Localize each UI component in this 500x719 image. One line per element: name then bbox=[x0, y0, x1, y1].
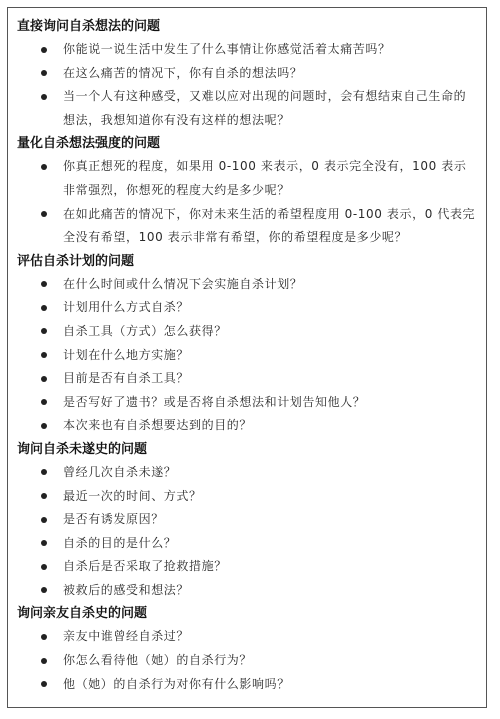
question-text: 亲友中谁曾经自杀过？ bbox=[63, 629, 190, 644]
bullet-icon bbox=[41, 681, 47, 687]
question-text: 本次来也有自杀想要达到的目的？ bbox=[63, 418, 253, 433]
question-list bbox=[17, 38, 480, 132]
bullet-icon bbox=[41, 211, 47, 217]
section-title: 询问亲友自杀史的问题 bbox=[17, 606, 148, 622]
question-text: 在如此痛苦的情况下，你对未来生活的希望程度用 0-100 表示，0 代表完全没有希望，100 表示非常有希望，你的希望程度是多少呢？ bbox=[63, 206, 476, 245]
question-text: 你能说一说生活中发生了什么事情让你感觉活着太痛苦吗？ bbox=[63, 42, 391, 56]
section-direct-inquiry bbox=[17, 15, 480, 132]
list-item bbox=[17, 414, 480, 438]
bullet-icon bbox=[41, 517, 47, 523]
question-text: 被救后的感受和想法？ bbox=[63, 582, 190, 597]
bullet-icon bbox=[41, 328, 47, 334]
question-text: 你真正想死的程度，如果用 0-100 来表示，0 表示完全没有，100 表示非常强烈，你想死的程度大约是多少呢？ bbox=[63, 159, 467, 197]
list-item bbox=[17, 62, 480, 86]
bullet-icon bbox=[41, 281, 47, 287]
question-list bbox=[17, 155, 480, 249]
question-text: 自杀后是否采取了抢救措施？ bbox=[63, 559, 227, 574]
list-item bbox=[17, 579, 480, 603]
list-item bbox=[17, 391, 480, 415]
section-family-history bbox=[17, 602, 480, 696]
list-item bbox=[17, 344, 480, 368]
question-text: 自杀的目的是什么？ bbox=[63, 535, 177, 550]
list-item bbox=[17, 461, 480, 485]
question-text: 当一个人有这种感受，又难以应对出现的问题时，会有想结束自己生命的想法，我想知道你有没有这样的想法呢？ bbox=[63, 89, 467, 127]
list-item bbox=[17, 508, 480, 532]
list-item bbox=[17, 155, 480, 202]
list-item bbox=[17, 296, 480, 320]
list-item bbox=[17, 532, 480, 556]
bullet-icon bbox=[41, 587, 47, 593]
bullet-icon bbox=[41, 540, 47, 546]
question-text: 你怎么看待他（她）的自杀行为？ bbox=[63, 653, 253, 668]
bullet-icon bbox=[41, 634, 47, 640]
section-intensity bbox=[17, 132, 480, 249]
bullet-icon bbox=[41, 423, 47, 429]
list-item bbox=[17, 673, 480, 697]
question-text: 在什么时间或什么情况下会实施自杀计划？ bbox=[63, 276, 303, 291]
bullet-icon bbox=[41, 376, 47, 382]
section-title: 直接询问自杀想法的问题 bbox=[17, 19, 161, 34]
question-text: 目前是否有自杀工具？ bbox=[63, 371, 190, 386]
question-text: 最近一次的时间、方式？ bbox=[63, 488, 202, 503]
bullet-icon bbox=[41, 47, 47, 53]
bullet-icon bbox=[41, 469, 47, 475]
question-list-box bbox=[7, 7, 487, 708]
question-text: 在这么痛苦的情况下，你有自杀的想法吗？ bbox=[63, 65, 303, 80]
list-item bbox=[17, 367, 480, 391]
list-item bbox=[17, 649, 480, 673]
bullet-icon bbox=[41, 658, 47, 664]
question-list bbox=[17, 273, 480, 438]
section-plan bbox=[17, 250, 480, 438]
question-text: 他（她）的自杀行为对你有什么影响吗？ bbox=[63, 676, 290, 691]
question-text: 计划在什么地方实施？ bbox=[63, 347, 190, 362]
section-attempt-history bbox=[17, 438, 480, 603]
bullet-icon bbox=[41, 94, 47, 100]
bullet-icon bbox=[41, 305, 47, 311]
list-item bbox=[17, 273, 480, 297]
question-text: 是否写好了遗书？或是否将自杀想法和计划告知他人？ bbox=[63, 394, 366, 409]
bullet-icon bbox=[41, 164, 47, 170]
list-item bbox=[17, 203, 480, 250]
list-item bbox=[17, 38, 480, 62]
bullet-icon bbox=[41, 493, 47, 499]
section-title: 量化自杀想法强度的问题 bbox=[17, 136, 161, 152]
question-list bbox=[17, 625, 480, 696]
question-text: 计划用什么方式自杀？ bbox=[63, 300, 190, 315]
question-list bbox=[17, 461, 480, 603]
section-title: 询问自杀未遂史的问题 bbox=[17, 441, 148, 457]
question-text: 自杀工具（方式）怎么获得？ bbox=[63, 323, 227, 338]
list-item bbox=[17, 555, 480, 579]
list-item bbox=[17, 485, 480, 509]
list-item bbox=[17, 320, 480, 344]
section-title: 评估自杀计划的问题 bbox=[17, 253, 135, 269]
bullet-icon bbox=[41, 564, 47, 570]
bullet-icon bbox=[41, 399, 47, 405]
question-text: 是否有诱发原因？ bbox=[63, 512, 164, 527]
question-text: 曾经几次自杀未遂？ bbox=[63, 464, 177, 479]
list-item bbox=[17, 625, 480, 649]
list-item bbox=[17, 85, 480, 132]
bullet-icon bbox=[41, 70, 47, 76]
bullet-icon bbox=[41, 352, 47, 358]
